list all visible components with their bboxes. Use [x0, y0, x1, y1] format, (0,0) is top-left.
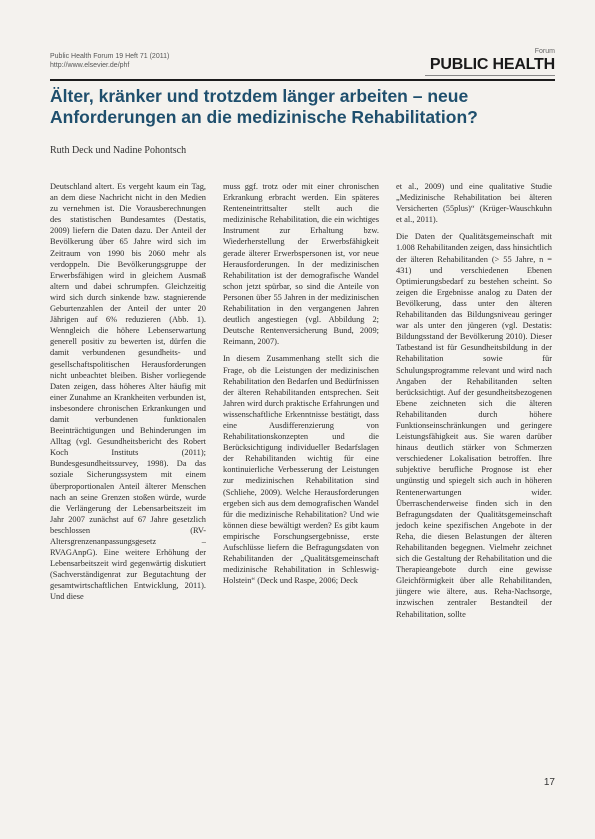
- text-column-2: [223, 181, 379, 586]
- logo-underline: [425, 75, 555, 76]
- logo-forum-label: Forum: [534, 48, 555, 55]
- logo-wordmark: PUBLIC HEALTH: [429, 56, 555, 73]
- paragraph: Deutschland altert. Es vergeht kaum ein Tag, an dem diese Nachricht nicht in den Medien zu vernehmen ist. Die Vorausberechnungen des statistischen Bundesamtes (Destatis, 2009) liefern die Daten dazu. Der Anteil der Bevölkerung über 65 Jahre wird sich im Zeitraum von 1990 bis 2060 mehr als verdoppeln. Die Bevölkerungsgruppe der Erwerbsfähigen wird in gleichem Ausmaß altern und dabei schrumpfen. Gleichzeitig wird sich durch sinkende bzw. stagnierende Geburtenzahlen der Anteil der unter 20 Jährigen auf 6% reduzieren (Abb. 1). Wenngleich die höhere Lebenserwartung generell positiv zu bewerten ist, dürfen die damit verbundenen gesundheits- und gesellschaftspolitischen Herausforderungen nicht unbeachtet bleiben. Bisher vorliegende Daten zeigen, dass höheres Alter häufig mit einer Zunahme an Krankheiten verbunden ist, insbesondere chronischen Erkrankungen und damit verbundenen funktionalen Beeinträchtigungen und Behinderungen im Alltag (vgl. Gesundheitsbericht des Robert Koch Instituts (2011); Bundesgesundheitssurvey, 1998). Da das soziale Sicherungssystem mit einem überproportionalen Anteil älterer Menschen nach an seine Grenzen stoßen würde, wurde die Verlängerung der Lebensarbeitszeit im Jahr 2007 zunächst auf 67 Jahre gesetzlich beschlossen (RV-Altersgrenzenanpassungsgesetz – RVAGAnpG). Eine weitere Erhöhung der Lebensarbeitszeit wird gegenwärtig diskutiert (Sachverständigenrat zur Begutachtung der gesamtwirtschaftlichen Entwicklung, 2011). Und diese: [50, 182, 206, 602]
- header-rule: [50, 79, 555, 81]
- paragraph: et al., 2009) und eine qualitative Studie „Medizinische Rehabilitation bei älteren Versicherten (55plus)“ (Krüger-Wauschkuhn et al., 2011).: [396, 182, 552, 225]
- journal-url: http://www.elsevier.de/phf: [50, 62, 130, 69]
- text-column-1: [50, 181, 206, 603]
- paragraph: Die Daten der Qualitätsgemeinschaft mit 1.008 Rehabilitanden zeigen, dass hinsichtlich der älteren Rehabilitanden (> 55 Jahre, n = 431) und verschiedenen Ebenen Optimierungsbedarf zu bestehen scheint. So zeigen die Ergebnisse analog zu Daten der Bevölkerung, dass unter den älteren Rehabilitanden das Bildungsniveau geringer war als unter den jüngeren (vgl. Destatis: Bildungsstand der Bevölkerung 2010). Dieser Tatbestand ist für Gesundheitsbildung in der Rehabilitation sowie für Schulungsprogramme relevant und wird nach Angaben der Rehabilitanden selten berücksichtigt. Auf der gesundheitsbezogenen Ebene zeichneten sich die älteren Rehabilitanden durch höhere Funktionseinschränkungen und geringere Leistungsfähigkeit aus. Sie waren darüber hinaus deutlich stärker von Schmerzen verschiedener Lokalisation betroffen. Ihre subjektive berufliche Prognose ist eher ungünstig und spiegelt sich auch in höheren Rentenerwartungen wider. Überraschenderweise finden sich in den Befragungsdaten der Qualitätsgemeinschaft jedoch keine spezifischen Angebote in der Reha, die diesen Belastungen der älteren Rehabilitanden begegnen. Vielmehr zeichnet sich die Gestaltung der Rehabilitation und die Therapieangebote durch eine gewisse Gleichförmigkeit über alle Rehabilitanden, jüngere wie ältere, aus. Reha-Nachsorge, inzwischen zentraler Bestandteil der Rehabilitation, sollte: [396, 232, 552, 619]
- paragraph: In diesem Zusammenhang stellt sich die Frage, ob die Leistungen der medizinischen Rehabilitation den Bedarfen und Bedürfnissen der älteren Rehabilitanden entsprechen. Seit Jahren wird durch praktische Erfahrungen und wissenschaftliche Erkenntnisse bestätigt, dass eine Ausdifferenzierung von Rehabilitationskonzepten und die Berücksichtigung individueller Bedarfslagen der Rehabilitanden wichtig für eine kontinuierliche Verbesserung der Leistungen zur medizinischen Rehabilitation sind (Schliehe, 2009). Welche Herausforderungen ergeben sich aus dem demografischen Wandel für die medizinische Rehabilitation? Und wie können diese bewältigt werden? Es gibt kaum empirische Forschungsergebnisse, erste Aufschlüsse liefern die Befragungsdaten von Rehabilitanden der „Qualitätsgemeinschaft medizinische Rehabilitation in Schleswig-Holstein“ (Deck und Raspe, 2006; Deck: [223, 354, 379, 586]
- paragraph: muss ggf. trotz oder mit einer chronischen Erkrankung erbracht werden. Ein späteres Renteneintrittsalter stellt auch die medizinische Rehabilitation, die ein wichtiges Instrument zur Erhaltung bzw. Wiederherstellung der Erwerbsfähigkeit gerade älterer Erwerbspersonen ist, vor neue Herausforderungen. In der medizinischen Rehabilitation ist der demografische Wandel schon jetzt spürbar, so sind die Anteile von Personen über 55 Jahren in der medizinischen Rehabilitation in den vergangenen Jahren deutlich angestiegen (vgl. Abbildung 2; Deutsche Rentenversicherung Bund, 2009; Reimann, 2007).: [223, 182, 379, 347]
- journal-logo: [425, 48, 555, 76]
- citation-line: Public Health Forum 19 Heft 71 (2011): [50, 53, 170, 60]
- page-number: 17: [543, 777, 555, 788]
- article-title: Älter, kränker und trotzdem länger arbeiten – neue Anforderungen an die medizinische Rehabilitation?: [50, 86, 478, 127]
- journal-citation: [50, 52, 169, 70]
- text-column-3: [396, 181, 552, 620]
- article-authors: Ruth Deck und Nadine Pohontsch: [50, 145, 187, 156]
